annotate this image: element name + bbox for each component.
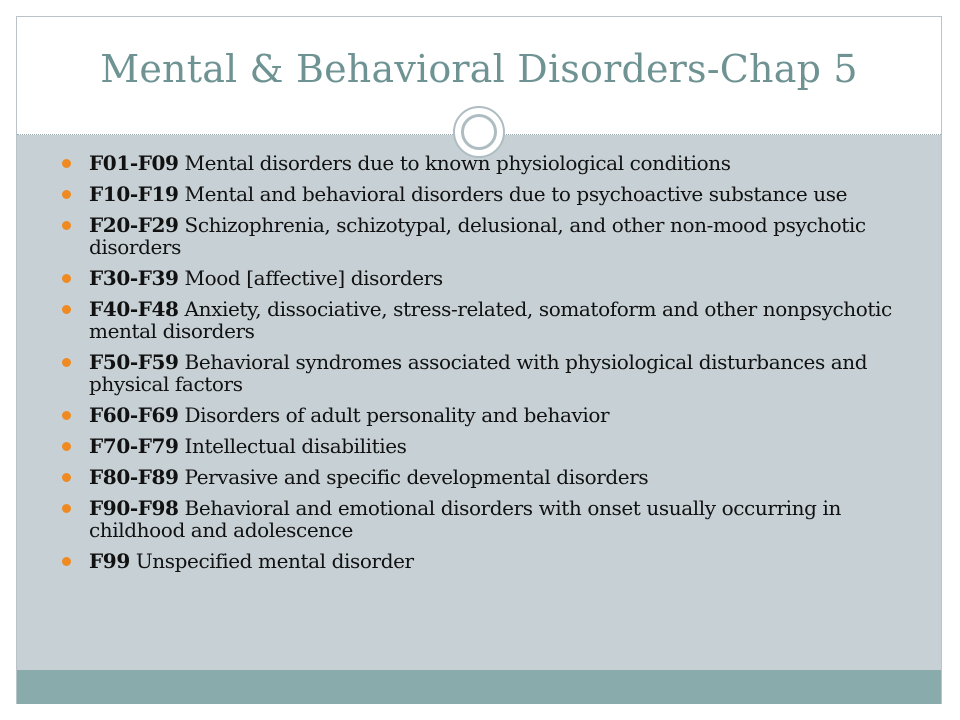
bullet-dot-icon (62, 305, 71, 314)
list-item (62, 466, 922, 488)
description: Mental disorders due to known physiological conditions (184, 151, 731, 175)
bullet-dot-icon (62, 159, 71, 168)
code-range: F80-F89 (89, 465, 179, 489)
description: Anxiety, dissociative, stress-related, somatoform and other nonpsychotic mental disorders (89, 297, 892, 343)
bullet-list (62, 152, 922, 581)
bullet-dot-icon (62, 504, 71, 513)
list-item (62, 497, 922, 541)
list-item (62, 550, 922, 572)
code-range: F20-F29 (89, 213, 179, 237)
description: Mental and behavioral disorders due to psychoactive substance use (184, 182, 848, 206)
description: Schizophrenia, schizotypal, delusional, and other non-mood psychotic disorders (89, 213, 866, 259)
list-item (62, 214, 922, 258)
list-item (62, 183, 922, 205)
bullet-dot-icon (62, 190, 71, 199)
description: Intellectual disabilities (184, 434, 407, 458)
list-item (62, 404, 922, 426)
bullet-dot-icon (62, 442, 71, 451)
bullet-dot-icon (62, 274, 71, 283)
code-range: F30-F39 (89, 266, 179, 290)
bullet-dot-icon (62, 411, 71, 420)
description: Mood [affective] disorders (184, 266, 443, 290)
list-item (62, 298, 922, 342)
code-range: F60-F69 (89, 403, 179, 427)
description: Disorders of adult personality and behavior (184, 403, 610, 427)
footer-band (17, 670, 941, 704)
slide-title: Mental & Behavioral Disorders-Chap 5 (100, 47, 858, 91)
list-item (62, 351, 922, 395)
description: Behavioral and emotional disorders with onset usually occurring in childhood and adolescence (89, 496, 841, 542)
bullet-dot-icon (62, 473, 71, 482)
list-item (62, 152, 922, 174)
bullet-dot-icon (62, 557, 71, 566)
list-item (62, 267, 922, 289)
code-range: F50-F59 (89, 350, 179, 374)
bullet-dot-icon (62, 358, 71, 367)
description: Pervasive and specific developmental disorders (184, 465, 649, 489)
inner-circle-icon (461, 114, 497, 150)
bullet-dot-icon (62, 221, 71, 230)
code-range: F10-F19 (89, 182, 179, 206)
list-item (62, 435, 922, 457)
code-range: F40-F48 (89, 297, 179, 321)
code-range: F70-F79 (89, 434, 179, 458)
code-range: F90-F98 (89, 496, 179, 520)
code-range: F01-F09 (89, 151, 179, 175)
code-range: F99 (89, 549, 130, 573)
description: Behavioral syndromes associated with physiological disturbances and physical factors (89, 350, 868, 396)
description: Unspecified mental disorder (135, 549, 414, 573)
